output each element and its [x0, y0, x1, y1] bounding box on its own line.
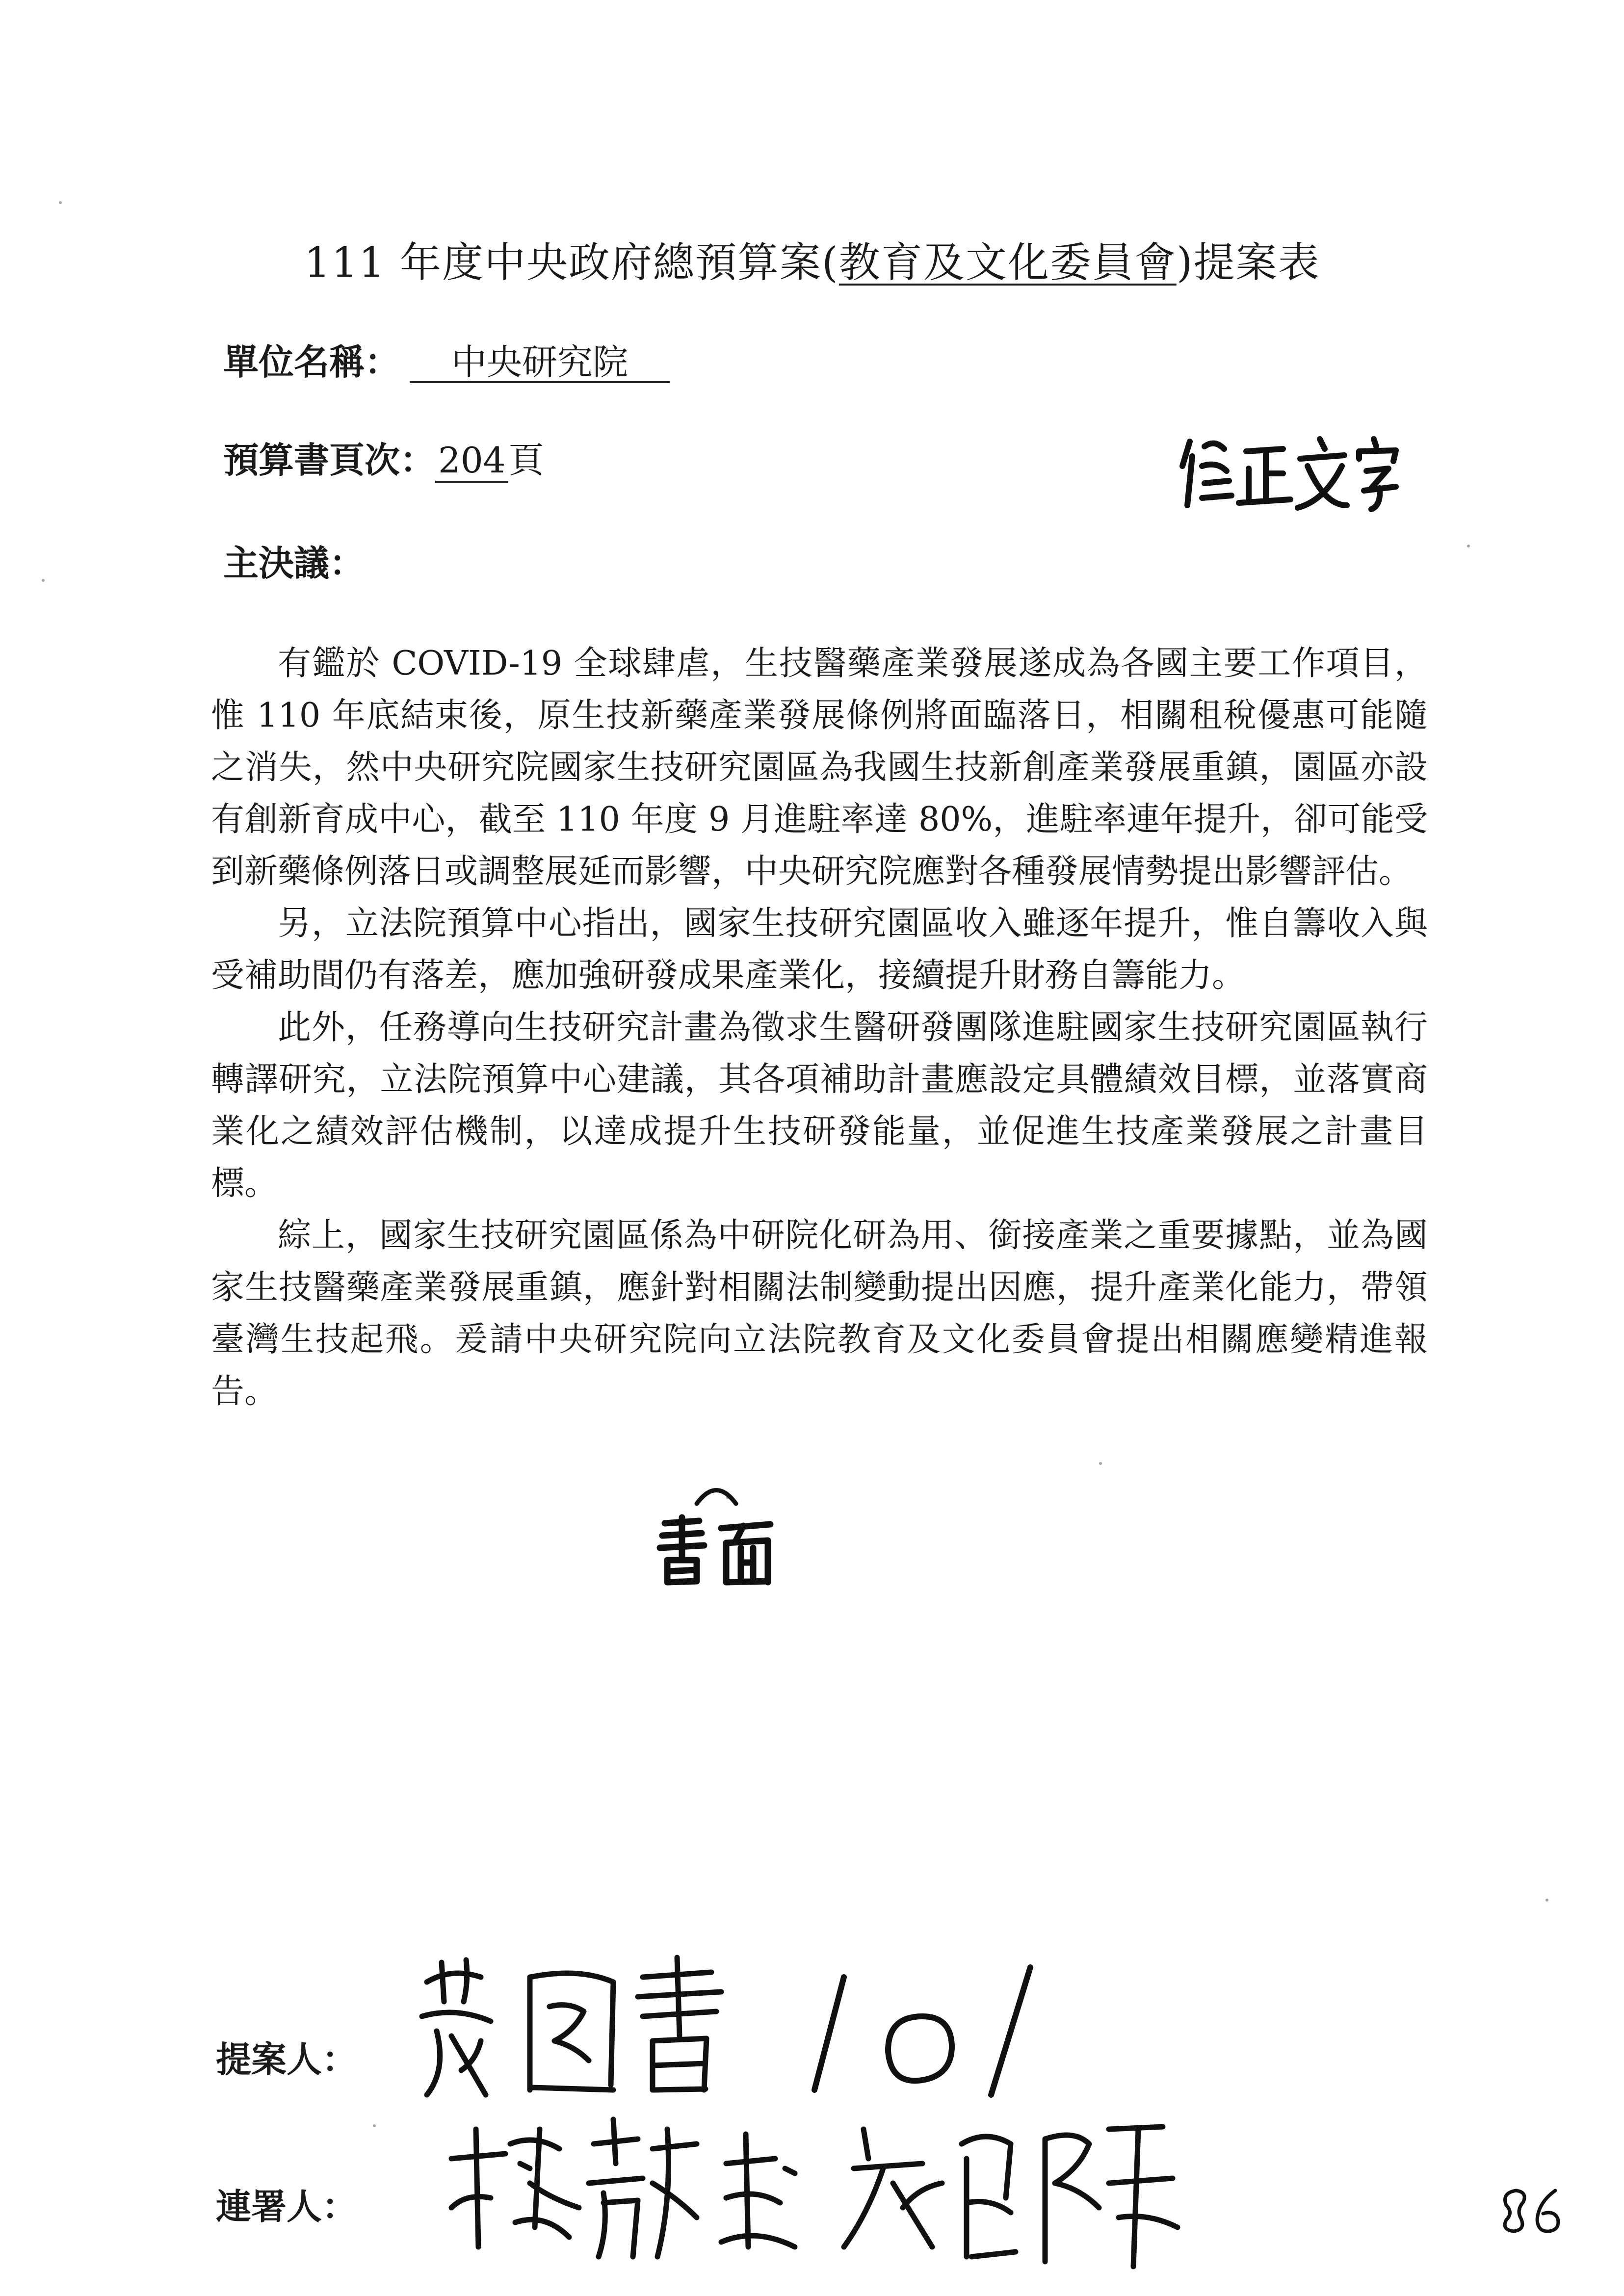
- paragraph-3: 此外，任務導向生技研究計畫為徵求生醫研發團隊進駐國家生技研究園區執行轉譯研究，立法院預算中心建議，其各項補助計畫應設定具體績效目標，並落實商業化之績效評估機制，以達成提升生技研發能量，並促進生技產業發展之計畫目標。: [211, 1008, 1428, 1203]
- title-prefix: 111 年度中央政府總預算案(: [304, 238, 839, 287]
- page-value: 204: [435, 440, 508, 483]
- paragraph-4: 綜上，國家生技研究園區係為中研院化研為用、銜接產業之重要據點，並為國家生技醫藥產業發展重鎮，應針對相關法制變動提出因應，提升產業化能力，帶領臺灣生技起飛。爰請中央研究院向立法院教育及文化委員會提出相關應變精進報告。: [211, 1216, 1428, 1411]
- unit-name-row: [223, 334, 670, 385]
- proposer-label: 提案人：: [216, 2038, 358, 2080]
- scan-speck: [59, 201, 62, 204]
- handwritten-page-number: [1494, 2183, 1568, 2237]
- proposer-signature: [407, 1948, 741, 2105]
- proposer-number: [805, 1957, 1040, 2100]
- cosigner-label: 連署人：: [216, 2186, 358, 2227]
- scan-speck: [373, 2124, 376, 2127]
- cosigner-signature: [422, 2100, 1187, 2286]
- scan-speck: [1467, 545, 1470, 548]
- resolution-body: [211, 638, 1428, 1418]
- main-resolution-label: 主決議：: [223, 542, 365, 584]
- page-suffix: 頁: [508, 440, 544, 481]
- handwritten-note-revise-text: [1178, 432, 1403, 515]
- handwritten-insert-mark: [692, 1479, 741, 1509]
- unit-value: 中央研究院: [410, 344, 670, 383]
- handwritten-note-written: [653, 1513, 780, 1587]
- scan-speck: [42, 579, 45, 582]
- document-title: [304, 230, 1320, 289]
- scan-speck: [1545, 1899, 1548, 1902]
- paragraph-2: 另，立法院預算中心指出，國家生技研究園區收入雖逐年提升，惟自籌收入與受補助間仍有落差，應加強研發成果產業化，接續提升財務自籌能力。: [211, 904, 1428, 995]
- title-suffix: )提案表: [1176, 238, 1320, 287]
- page-label: 預算書頁次：: [223, 439, 436, 481]
- title-committee: 教育及文化委員會: [838, 238, 1177, 287]
- scan-speck: [1099, 1462, 1102, 1465]
- budget-page-row: [223, 432, 544, 483]
- paragraph-1: 有鑑於 COVID-19 全球肆虐，生技醫藥產業發展遂成為各國主要工作項目，惟 110 年底結束後，原生技新藥產業發展條例將面臨落日，相關租稅優惠可能隨之消失，然中央研究院國家生技研究園區為我國生技新創產業發展重鎮，園區亦設有創新育成中心，截至 110 年度 9 月進駐率達 80%，進駐率連年提升，卻可能受到新藥條例落日或調整展延而影響，中央研究院應對各種發展情勢提出影響評估。: [211, 644, 1428, 891]
- unit-label: 單位名稱：: [223, 341, 400, 383]
